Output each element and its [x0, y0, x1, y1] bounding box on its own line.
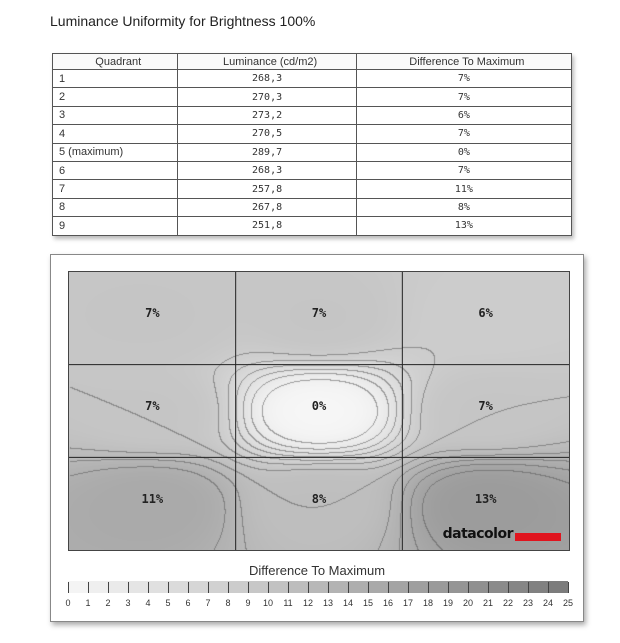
- scale-tick-label: 18: [422, 598, 434, 608]
- quadrant-cell: 4: [53, 125, 178, 143]
- table-row: [53, 70, 572, 88]
- difference-cell: 8%: [356, 198, 571, 216]
- luminance-cell: 273,2: [178, 106, 356, 124]
- luminance-cell: 289,7: [178, 143, 356, 161]
- scale-tick: [528, 582, 529, 593]
- quadrant-label: 8%: [311, 491, 327, 506]
- scale-tick-label: 1: [85, 598, 91, 608]
- difference-cell: 13%: [356, 217, 571, 235]
- difference-cell: 7%: [356, 161, 571, 179]
- scale-tick-label: 10: [262, 598, 274, 608]
- scale-tick: [288, 582, 289, 593]
- scale-tick-label: 8: [225, 598, 231, 608]
- scale-tick: [188, 582, 189, 593]
- scale-tick: [388, 582, 389, 593]
- quadrant-cell: 2: [53, 88, 178, 106]
- quadrant-label: 0%: [311, 399, 327, 413]
- scale-tick: [308, 582, 309, 593]
- table-row: [53, 88, 572, 106]
- col-header: Quadrant: [53, 54, 178, 70]
- difference-cell: 7%: [356, 88, 571, 106]
- scale-tick: [368, 582, 369, 593]
- quadrant-cell: 5 (maximum): [53, 143, 178, 161]
- scale-tick-label: 19: [442, 598, 454, 608]
- scale-tick-label: 5: [165, 598, 171, 608]
- heatmap-plot: [68, 271, 570, 551]
- legend-title: Difference To Maximum: [248, 563, 386, 578]
- scale-tick-label: 17: [402, 598, 414, 608]
- quadrant-label: 6%: [478, 306, 493, 321]
- table-row: [53, 143, 572, 161]
- scale-tick: [228, 582, 229, 593]
- datacolor-logo: datacolor: [443, 526, 561, 542]
- scale-tick-label: 12: [302, 598, 314, 608]
- scale-tick-label: 0: [65, 598, 71, 608]
- uniformity-chart: [50, 254, 584, 622]
- difference-cell: 6%: [356, 106, 571, 124]
- luminance-cell: 270,3: [178, 88, 356, 106]
- col-header: Difference To Maximum: [356, 54, 571, 70]
- scale-tick: [148, 582, 149, 593]
- scale-tick: [268, 582, 269, 593]
- scale-tick-label: 20: [462, 598, 474, 608]
- scale-tick-label: 11: [283, 598, 293, 608]
- scale-tick-label: 6: [185, 598, 191, 608]
- luminance-cell: 251,8: [178, 217, 356, 235]
- scale-tick: [548, 582, 549, 593]
- scale-tick: [168, 582, 169, 593]
- scale-tick: [408, 582, 409, 593]
- page-title: Luminance Uniformity for Brightness 100%: [50, 13, 316, 29]
- scale-tick-label: 2: [105, 598, 111, 608]
- difference-cell: 7%: [356, 125, 571, 143]
- luminance-cell: 257,8: [178, 180, 356, 198]
- table-row: [53, 198, 572, 216]
- scale-tick: [128, 582, 129, 593]
- difference-cell: 0%: [356, 143, 571, 161]
- scale-tick-label: 13: [322, 598, 334, 608]
- luminance-table: [52, 53, 572, 236]
- scale-tick: [68, 582, 69, 593]
- difference-cell: 7%: [356, 70, 571, 88]
- scale-tick-label: 24: [542, 598, 554, 608]
- luminance-cell: 267,8: [178, 198, 356, 216]
- table-row: [53, 125, 572, 143]
- table-row: [53, 161, 572, 179]
- scale-tick: [348, 582, 349, 593]
- color-scale-bar: [68, 581, 568, 593]
- table-row: [53, 180, 572, 198]
- luminance-cell: 268,3: [178, 70, 356, 88]
- quadrant-label: 7%: [145, 306, 160, 321]
- quadrant-label: 7%: [145, 399, 160, 413]
- scale-tick-label: 25: [562, 598, 574, 608]
- quadrant-label: 7%: [311, 306, 327, 321]
- table-row: [53, 106, 572, 124]
- scale-tick: [508, 582, 509, 593]
- table-row: [53, 217, 572, 235]
- scale-tick: [248, 582, 249, 593]
- quadrant-cell: 3: [53, 106, 178, 124]
- luminance-cell: 270,5: [178, 125, 356, 143]
- scale-tick: [88, 582, 89, 593]
- scale-tick-label: 7: [205, 598, 211, 608]
- scale-tick-label: 4: [145, 598, 151, 608]
- scale-tick-label: 15: [362, 598, 374, 608]
- scale-tick-label: 9: [245, 598, 251, 608]
- quadrant-label: 11%: [141, 491, 164, 506]
- scale-tick-label: 14: [342, 598, 354, 608]
- quadrant-cell: 1: [53, 70, 178, 88]
- quadrant-cell: 7: [53, 180, 178, 198]
- quadrant-cell: 6: [53, 161, 178, 179]
- scale-tick-label: 23: [522, 598, 534, 608]
- scale-tick: [108, 582, 109, 593]
- scale-tick: [208, 582, 209, 593]
- scale-tick: [468, 582, 469, 593]
- scale-tick: [568, 582, 569, 593]
- scale-tick-label: 21: [482, 598, 494, 608]
- luminance-cell: 268,3: [178, 161, 356, 179]
- scale-tick: [328, 582, 329, 593]
- quadrant-label: 13%: [474, 491, 497, 506]
- scale-tick: [448, 582, 449, 593]
- quadrant-cell: 8: [53, 198, 178, 216]
- scale-tick: [488, 582, 489, 593]
- col-header: Luminance (cd/m2): [178, 54, 356, 70]
- quadrant-cell: 9: [53, 217, 178, 235]
- scale-tick-label: 3: [125, 598, 131, 608]
- scale-tick-label: 22: [502, 598, 514, 608]
- scale-tick-label: 16: [382, 598, 394, 608]
- quadrant-label: 7%: [478, 399, 493, 413]
- scale-tick: [428, 582, 429, 593]
- difference-cell: 11%: [356, 180, 571, 198]
